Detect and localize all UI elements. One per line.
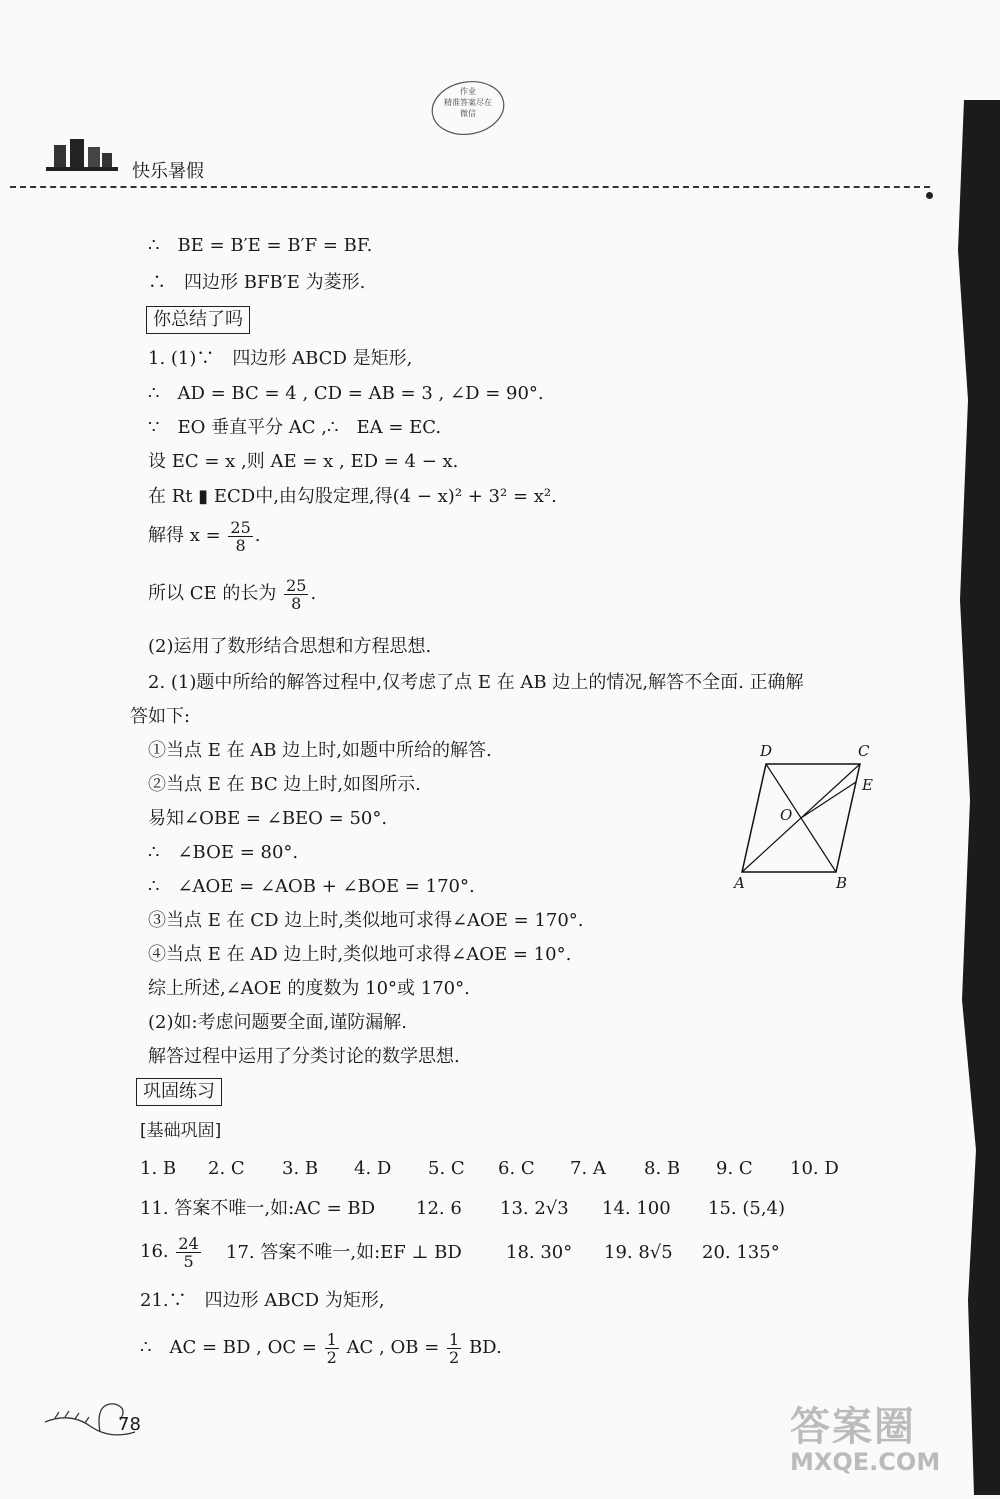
text-segment: ∴ AC = BD , OC = [140, 1337, 317, 1358]
answer: 17. 答案不唯一,如:EF ⊥ BD [226, 1242, 462, 1263]
answer: 1. B [140, 1158, 177, 1179]
text-line: (2)如:考虑问题要全面,谨防漏解. [148, 1012, 408, 1033]
fraction-numerator: 1 [326, 1329, 337, 1349]
text-line: 答如下: [130, 706, 191, 727]
text-line: 综上所述,∠AOE 的度数为 10°或 170°. [148, 978, 470, 999]
fraction-numerator: 25 [286, 575, 307, 595]
fraction-denominator: 5 [183, 1251, 194, 1271]
text-line: ④当点 E 在 AD 边上时,类似地可求得∠AOE = 10°. [148, 944, 572, 965]
figure-label-d: D [760, 742, 773, 760]
parallelogram-diagram [728, 740, 878, 890]
text-line: ∴ BE = B′E = B′F = BF. [148, 235, 373, 256]
book-logo-icon [40, 135, 120, 175]
text-line: ∴ ∠BOE = 80°. [148, 842, 299, 863]
stamp [428, 78, 508, 138]
text-line-fraction: 所以 CE 的长为 $\frac{25}{8}$ . [148, 575, 317, 613]
answer: 3. B [282, 1158, 319, 1179]
fraction [284, 577, 308, 612]
text-segment: AC , OB = [346, 1337, 440, 1358]
text-segment: BD. [468, 1337, 502, 1358]
fraction-denominator: 2 [449, 1347, 460, 1367]
header-logo [40, 135, 120, 175]
text-line: 1. (1)∵ 四边形 ABCD 是矩形, [148, 348, 413, 369]
answer: 15. (5,4) [708, 1198, 786, 1219]
answer: 20. 135° [702, 1242, 780, 1263]
page-number: 78 [118, 1414, 141, 1435]
basic-label: [基础巩固] [140, 1121, 222, 1141]
text-line: ①当点 E 在 AB 边上时,如题中所给的解答. [148, 740, 492, 761]
text-line: (2)运用了数形结合思想和方程思想. [148, 636, 432, 657]
answer: 7. A [570, 1158, 606, 1179]
section-title-practice: 巩固练习 [136, 1078, 222, 1106]
text-line: ③当点 E 在 CD 边上时,类似地可求得∠AOE = 170°. [148, 910, 584, 931]
geometry-figure [728, 740, 878, 890]
answer: 2. C [208, 1158, 245, 1179]
answer: 11. 答案不唯一,如:AC = BD [140, 1198, 376, 1219]
fraction-denominator: 8 [235, 535, 246, 555]
watermark-text: 答案圈 [790, 1404, 916, 1450]
figure-label-b: B [836, 874, 848, 892]
fraction-numerator: 1 [449, 1329, 460, 1349]
answer: 19. 8√5 [604, 1242, 673, 1263]
answer-16 [140, 1232, 203, 1272]
stamp-line: 微信 [460, 109, 476, 118]
answer: 12. 6 [416, 1198, 462, 1219]
scan-edge [954, 100, 1000, 1495]
watermark [790, 1395, 990, 1485]
text-line: 在 Rt ▮ ECD中,由勾股定理,得(4 − x)² + 3² = x². [148, 486, 557, 507]
section-title-summary: 你总结了吗 [146, 306, 250, 334]
text-segment: 所以 CE 的长为 [148, 583, 277, 604]
text-line-fraction: 解得 x = $\frac{25}{8}$ . [148, 517, 261, 555]
text-line: ∵ EO 垂直平分 AC ,∴ EA = EC. [148, 417, 442, 438]
text-segment: 解得 x = [148, 525, 221, 546]
answer: 18. 30° [506, 1242, 573, 1263]
text-line: 2. (1)题中所给的解答过程中,仅考虑了点 E 在 AB 边上的情况,解答不全面. 正确解 [148, 672, 804, 693]
segment-oe [801, 782, 856, 818]
text-line: ∴ 四边形 BFB′E 为菱形. [148, 272, 366, 293]
stamp-line: 作业 [460, 87, 476, 96]
fraction [325, 1331, 339, 1366]
fraction-numerator: 25 [230, 517, 251, 537]
text-line: ②当点 E 在 BC 边上时,如图所示. [148, 774, 421, 795]
fraction-denominator: 2 [326, 1347, 337, 1367]
footer-ornament [40, 1392, 160, 1442]
answer: 13. 2√3 [500, 1198, 569, 1219]
answer: 14. 100 [602, 1198, 671, 1219]
fraction-numerator: 24 [178, 1233, 199, 1253]
figure-label-c: C [858, 742, 870, 760]
answer: 10. D [790, 1158, 839, 1179]
answer: 5. C [428, 1158, 465, 1179]
header-rule-dot [926, 192, 933, 199]
figure-label-e: E [862, 776, 873, 794]
answer: 4. D [354, 1158, 392, 1179]
text-line: 易知∠OBE = ∠BEO = 50°. [148, 808, 388, 829]
text-line: 设 EC = x ,则 AE = x , ED = 4 − x. [148, 451, 459, 472]
header-rule [10, 186, 930, 188]
vine-ornament-icon [40, 1392, 160, 1442]
text-line-fraction [140, 1328, 502, 1368]
text-line: 解答过程中运用了分类讨论的数学思想. [148, 1046, 460, 1067]
answer: 6. C [498, 1158, 535, 1179]
answer: 8. B [644, 1158, 681, 1179]
text-line: ∴ AD = BC = 4 , CD = AB = 3 , ∠D = 90°. [148, 383, 544, 404]
fraction [228, 519, 252, 554]
header-title: 快乐暑假 [132, 161, 204, 182]
figure-label-o: O [780, 806, 793, 824]
stamp-line: 精准答案尽在 [444, 98, 492, 107]
watermark-url: MXQE.COM [790, 1448, 941, 1476]
fraction [447, 1331, 461, 1366]
figure-label-a: A [734, 874, 745, 892]
answer-label: 16. [140, 1241, 169, 1262]
answer: 9. C [716, 1158, 753, 1179]
text-line: ∴ ∠AOE = ∠AOB + ∠BOE = 170°. [148, 876, 475, 897]
fraction [176, 1235, 200, 1270]
text-line: 21.∵ 四边形 ABCD 为矩形, [140, 1290, 385, 1311]
fraction-denominator: 8 [291, 593, 302, 613]
